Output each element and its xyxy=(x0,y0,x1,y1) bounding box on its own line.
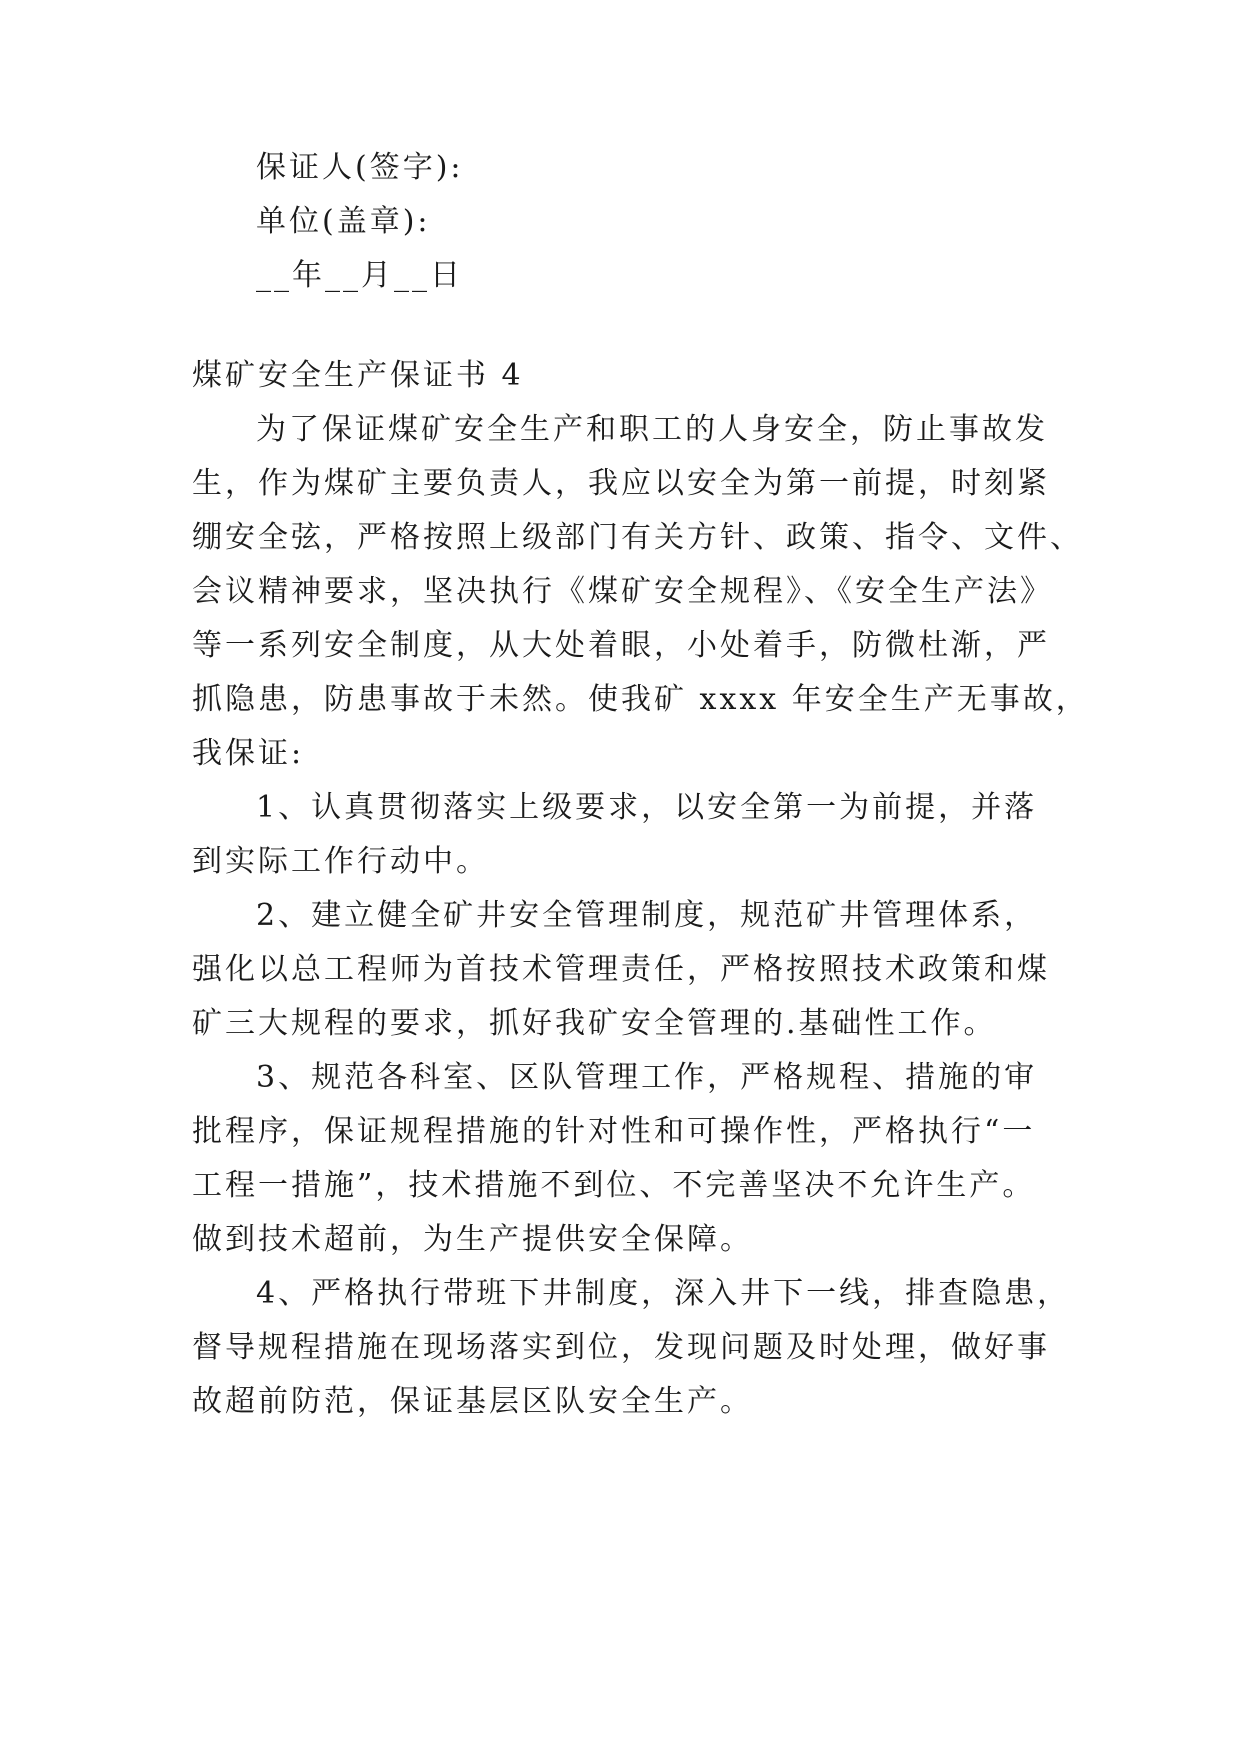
intro-line: 抓隐患，防患事故于未然。使我矿 xxxx 年安全生产无事故， xyxy=(192,682,1089,717)
item-3-line: 做到技术超前，为生产提供安全保障。 xyxy=(192,1222,753,1257)
item-4-line: 故超前防范，保证基层区队安全生产。 xyxy=(192,1384,753,1419)
item-3-line: 工程一措施”，技术措施不到位、不完善坚决不允许生产。 xyxy=(192,1168,1036,1203)
intro-line: 我保证: xyxy=(192,736,305,771)
intro-line: 生，作为煤矿主要负责人，我应以安全为第一前提，时刻紧 xyxy=(192,466,1050,501)
date-line: __年__月__日 xyxy=(256,258,463,293)
item-4-line: 4、严格执行带班下井制度，深入井下一线，排查隐患， xyxy=(256,1276,1071,1311)
intro-line: 为了保证煤矿安全生产和职工的人身安全，防止事故发 xyxy=(256,412,1048,447)
intro-line: 绷安全弦，严格按照上级部门有关方针、政策、指令、文件、 xyxy=(192,520,1083,555)
item-1-line: 1、认真贯彻落实上级要求，以安全第一为前提，并落 xyxy=(256,790,1038,825)
item-3-line: 批程序，保证规程措施的针对性和可操作性，严格执行“一 xyxy=(192,1114,1036,1149)
guarantor-signature-line: 保证人(签字): xyxy=(256,150,464,185)
item-2-line: 强化以总工程师为首技术管理责任，严格按照技术政策和煤 xyxy=(192,952,1050,987)
item-3-line: 3、规范各科室、区队管理工作，严格规程、措施的审 xyxy=(256,1060,1038,1095)
intro-line: 等一系列安全制度，从大处着眼，小处着手，防微杜渐，严 xyxy=(192,628,1050,663)
unit-stamp-line: 单位(盖章): xyxy=(256,204,431,239)
section-title: 煤矿安全生产保证书 4 xyxy=(192,358,524,393)
item-4-line: 督导规程措施在现场落实到位，发现问题及时处理，做好事 xyxy=(192,1330,1050,1365)
item-2-line: 2、建立健全矿井安全管理制度，规范矿井管理体系， xyxy=(256,898,1038,933)
item-2-line: 矿三大规程的要求，抓好我矿安全管理的.基础性工作。 xyxy=(192,1006,997,1041)
item-1-line: 到实际工作行动中。 xyxy=(192,844,489,879)
intro-line: 会议精神要求，坚决执行《煤矿安全规程》、《安全生产法》 xyxy=(192,574,1053,609)
